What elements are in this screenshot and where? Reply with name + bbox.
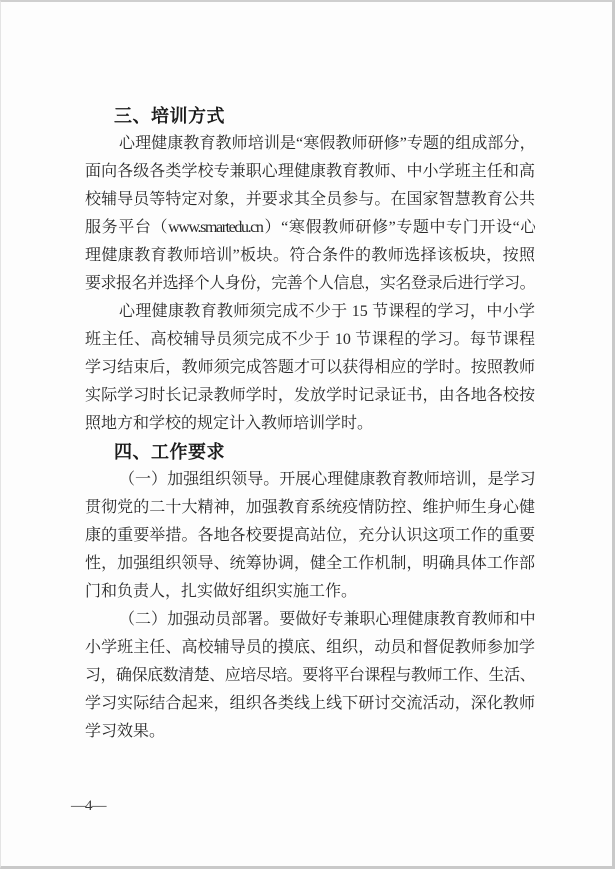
section-heading-work-requirements: 四、工作要求: [114, 442, 225, 462]
text-line: 贯彻党的二十大精神，加强教育系统疫情防控、维护师生身心健: [85, 499, 535, 516]
text-line: 学习实际结合起来，组织各类线上线下研讨交流活动，深化教师: [85, 695, 535, 712]
text-line: 要求报名并选择个人身份，完善个人信息，实名登录后进行学习。: [85, 275, 535, 292]
text-line: 实际学习时长记录教师学时，发放学时记录证书，由各地各校按: [85, 387, 535, 404]
text-line: 小学班主任、高校辅导员的摸底、组织，动员和督促教师参加学: [85, 639, 535, 656]
text-line: 门和负责人，扎实做好组织实施工作。: [85, 583, 358, 600]
page-number: —4—: [71, 798, 106, 814]
text-line: 习，确保底数清楚、应培尽培。要将平台课程与教师工作、生活、: [85, 667, 535, 684]
text-line: 服务平台（www.smartedu.cn）“寒假教师研修”专题中专门开设“心: [85, 219, 535, 236]
text-line: 心理健康教育教师培训是“寒假教师研修”专题的组成部分，: [119, 135, 535, 152]
document-body: [85, 102, 535, 746]
text-line: 班主任、高校辅导员须完成不少于 10 节课程的学习。每节课程: [85, 331, 535, 348]
text-line: 校辅导员等特定对象，并要求其全员参与。在国家智慧教育公共: [85, 191, 535, 208]
text-line: 理健康教育教师培训”板块。符合条件的教师选择该板块，按照: [85, 247, 535, 264]
text-line: 性，加强组织领导、统筹协调，健全工作机制，明确具体工作部: [85, 555, 535, 572]
text-line: 心理健康教育教师须完成不少于 15 节课程的学习，中小学: [119, 303, 535, 320]
text-line: （一）加强组织领导。开展心理健康教育教师培训，是学习: [119, 471, 535, 488]
text-line: 面向各级各类学校专兼职心理健康教育教师、中小学班主任和高: [85, 163, 535, 180]
text-line: （二）加强动员部署。要做好专兼职心理健康教育教师和中: [119, 611, 535, 628]
text-line: 康的重要举措。各地各校要提高站位，充分认识这项工作的重要: [85, 527, 535, 544]
text-line: 学习效果。: [85, 723, 166, 740]
text-line: 学习结束后，教师须完成答题才可以获得相应的学时。按照教师: [85, 359, 535, 376]
text-line: 照地方和学校的规定计入教师培训学时。: [85, 415, 374, 432]
section-heading-training-methods: 三、培训方式: [114, 106, 225, 126]
